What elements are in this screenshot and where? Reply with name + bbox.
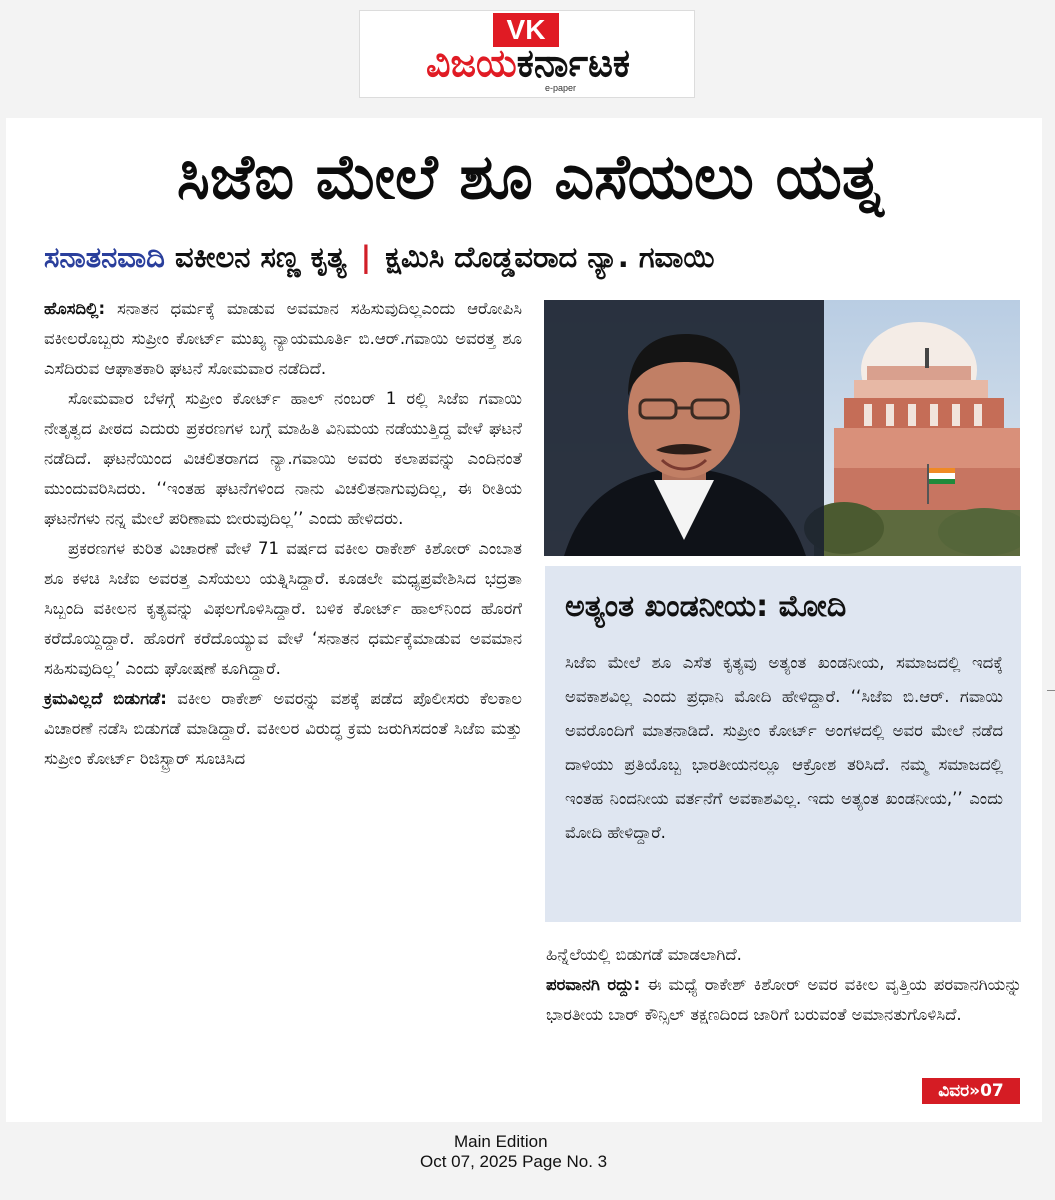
subheadline (44, 232, 1024, 282)
article-paragraph (44, 294, 522, 384)
continued-on-page-badge[interactable]: ವಿವರ»07 (922, 1078, 1020, 1104)
subheading-license-cancelled: ಪರವಾನಗಿ ರದ್ದು: (546, 975, 641, 994)
page-edge-mark (1047, 690, 1055, 691)
vk-logo-badge: VK (493, 13, 559, 47)
subheading-release: ಕ್ರಮವಿಲ್ಲದೆ ಬಿಡುಗಡೆ: (44, 689, 167, 708)
article-paragraph (44, 684, 522, 774)
brand-name (366, 41, 690, 85)
article-paragraph: ಸೋಮವಾರ ಬೆಳಗ್ಗೆ ಸುಪ್ರೀಂ ಕೋರ್ಟ್ ಹಾಲ್ ನಂಬರ್ 1 ರಲ್ಲಿ ಸಿಜೆಐ ಗವಾಯಿ ನೇತೃತ್ವದ ಪೀಠದ ಎದುರು ಪ್ರಕರಣಗಳ ಬಗ್ಗೆ ಮಾಹಿತಿ ವಿನಿಮಯ ನಡೆಯುತ್ತಿದ್ದ ವೇಳೆ ಘಟನೆ ನಡೆದಿದೆ. ಘಟನೆಯಿಂದ ವಿಚಲಿತರಾಗದ ನ್ಯಾ.ಗವಾಯಿ ಅವರು ಕಲಾಪವನ್ನು ಎಂದಿನಂತೆ ಮುಂದುವರಿಸಿದರು. ‘‘ಇಂತಹ ಘಟನೆಗಳಿಂದ ನಾನು ವಿಚಲಿತನಾಗುವುದಿಲ್ಲ, ಈ ರೀತಿಯ ಘಟನೆಗಳು ನನ್ನ ಮೇಲೆ ಪರಿಣಾಮ ಬೀರುವುದಿಲ್ಲ’’ ಎಂದು ಹೇಳಿದರು. (44, 389, 522, 528)
photo-illustration (544, 300, 1020, 556)
article-text: ವಕೀಲ ರಾಕೇಶ್ ಅವರನ್ನು ವಶಕ್ಕೆ ಪಡೆದ ಪೊಲೀಸರು ಕೆಲಕಾಲ ವಿಚಾರಣೆ ನಡೆಸಿ ಬಿಡುಗಡೆ ಮಾಡಿದ್ದಾರೆ. ವಕೀಲರ ವಿರುದ್ಧ ಕ್ರಮ ಜರುಗಿಸದಂತೆ ಸಿಜೆಐ ಮತ್ತು ಸುಪ್ರೀಂ ಕೋರ್ಟ್ ರಿಜಿಸ್ಟ್ರಾರ್ ಸೂಚಿಸಿದ (44, 689, 522, 768)
brand-name-part1: ವಿಜಯ (426, 41, 517, 85)
subhead-separator: | (360, 240, 372, 274)
brand-name-part2: ಕರ್ನಾಟಕ (516, 41, 630, 85)
article-column-left (44, 294, 522, 1110)
subhead-part2: ಕ್ಷಮಿಸಿ ದೊಡ್ಡವರಾದ ನ್ಯಾ. ಗವಾಯಿ (385, 240, 715, 274)
subhead-part1: ವಕೀಲನ ಸಣ್ಣ ಕೃತ್ಯ (174, 240, 347, 274)
subhead-highlight: ಸನಾತನವಾದಿ (44, 240, 165, 274)
article-text: ಈ ಮಧ್ಯೆ ರಾಕೇಶ್ ಕಿಶೋರ್ ಅವರ ವಕೀಲ ವೃತ್ತಿಯ ಪರವಾನಗಿಯನ್ನು ಭಾರತೀಯ ಬಾರ್ ಕೌನ್ಸಿಲ್ ತಕ್ಷಣದಿಂದ ಜಾರಿಗೆ ಬರುವಂತೆ ಅಮಾನತುಗೊಳಿಸಿದೆ. (546, 975, 1022, 1024)
article-paragraph (546, 970, 1022, 1030)
edition-label: Main Edition (454, 1132, 548, 1151)
portrait-justice-gavai-icon (544, 300, 824, 556)
dateline: ಹೊಸದಿಲ್ಲಿ: (44, 299, 106, 318)
sidebar-title: ಅತ್ಯಂತ ಖಂಡನೀಯ: ಮೋದಿ (565, 589, 847, 624)
page-footer (420, 1132, 720, 1176)
news-photo-cji-supreme-court (544, 300, 1020, 556)
article-paragraph: ಹಿನ್ನೆಲೆಯಲ್ಲಿ ಬಿಡುಗಡೆ ಮಾಡಲಾಗಿದೆ. (546, 945, 742, 964)
sidebar-box-modi-reaction (545, 566, 1021, 922)
date-page-label: Oct 07, 2025 Page No. 3 (420, 1152, 608, 1171)
epaper-tag: e-paper (544, 83, 576, 93)
article-paragraph: ಪ್ರಕರಣಗಳ ಕುರಿತ ವಿಚಾರಣೆ ವೇಳೆ 71 ವರ್ಷದ ವಕೀಲ ರಾಕೇಶ್ ಕಿಶೋರ್ ಎಂಬಾತ ಶೂ ಕಳಚಿ ಸಿಜೆಐ ಅವರತ್ತ ಎಸೆಯಲು ಯತ್ನಿಸಿದ್ದಾರೆ. ಕೂಡಲೇ ಮಧ್ಯಪ್ರವೇಶಿಸಿದ ಭದ್ರತಾ ಸಿಬ್ಬಂದಿ ವಕೀಲನ ಕೃತ್ಯವನ್ನು ವಿಫಲಗೊಳಿಸಿದ್ದಾರೆ. ಬಳಿಕ ಕೋರ್ಟ್ ಹಾಲ್‌ನಿಂದ ಹೊರಗೆ ಕರೆದೊಯ್ದಿದ್ದಾರೆ. ಹೊರಗೆ ಕರೆದೊಯ್ಯುವ ವೇಳೆ ‘ಸನಾತನ ಧರ್ಮಕ್ಕೆಮಾಡುವ ಅವಮಾನ ಸಹಿಸುವುದಿಲ್ಲ’ ಎಂದು ಘೋಷಣೆ ಕೂಗಿದ್ದಾರೆ. (44, 539, 522, 678)
sidebar-body: ಸಿಜೆಐ ಮೇಲೆ ಶೂ ಎಸೆತ ಕೃತ್ಯವು ಅತ್ಯಂತ ಖಂಡನೀಯ, ಸಮಾಜದಲ್ಲಿ ಇದಕ್ಕೆ ಅವಕಾಶವಿಲ್ಲ ಎಂದು ಪ್ರಧಾನಿ ಮೋದಿ ಹೇಳಿದ್ದಾರೆ. ‘‘ಸಿಜೆಐ ಬಿ.ಆರ್. ಗವಾಯಿ ಅವರೊಂದಿಗೆ ಮಾತನಾಡಿದೆ. ಸುಪ್ರೀಂ ಕೋರ್ಟ್ ಅಂಗಳದಲ್ಲಿ ಅವರ ಮೇಲೆ ನಡೆದ ದಾಳಿಯು ಪ್ರತಿಯೊಬ್ಬ ಭಾರತೀಯನಲ್ಲೂ ಆಕ್ರೋಶ ತರಿಸಿದೆ. ನಮ್ಮ ಸಮಾಜದಲ್ಲಿ ಇಂತಹ ನಿಂದನೀಯ ವರ್ತನೆಗೆ ಅವಕಾಶವಿಲ್ಲ. ಇದು ಅತ್ಯಂತ ಖಂಡನೀಯ,’’ ಎಂದು ಮೋದಿ ಹೇಳಿದ್ದಾರೆ. (565, 653, 1003, 842)
headline: ಸಿಜೆಐ ಮೇಲೆ ಶೂ ಎಸೆಯಲು ಯತ್ನ (176, 140, 884, 213)
article-text: ಸನಾತನ ಧರ್ಮಕ್ಕೆ ಮಾಡುವ ಅವಮಾನ ಸಹಿಸುವುದಿಲ್ಲಎಂದು ಆರೋಪಿಸಿ ವಕೀಲರೊಬ್ಬರು ಸುಪ್ರೀಂ ಕೋರ್ಟ್ ಮುಖ್ಯ ನ್ಯಾಯಮೂರ್ತಿ ಬಿ.ಆರ್.ಗವಾಯಿ ಅವರತ್ತ ಶೂ ಎಸೆದಿರುವ ಆಘಾತಕಾರಿ ಘಟನೆ ಸೋಮವಾರ ನಡೆದಿದೆ. (44, 299, 522, 378)
masthead-logo (359, 10, 695, 98)
